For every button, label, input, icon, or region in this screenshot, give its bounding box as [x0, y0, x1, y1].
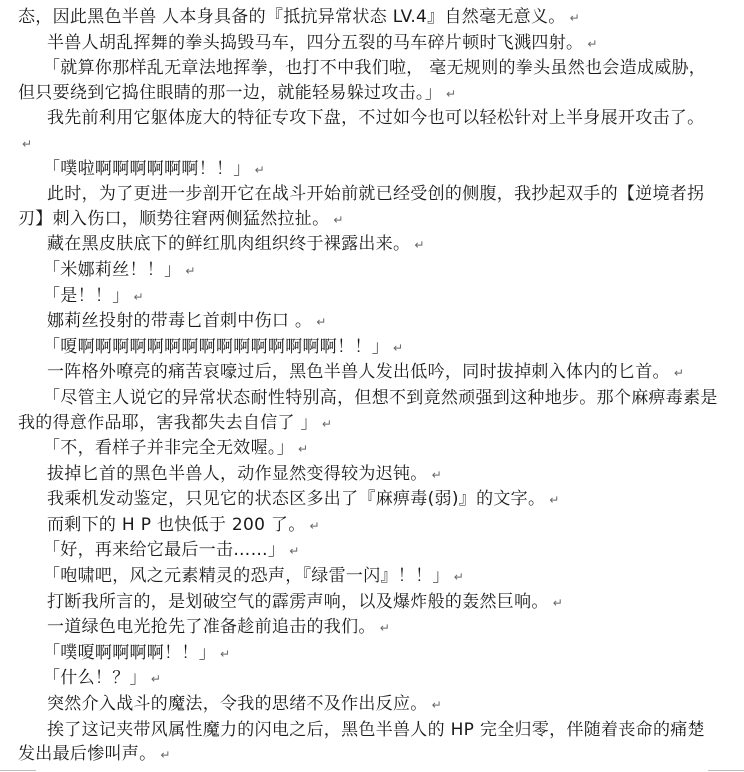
- paragraph: 「噗啦啊啊啊啊啊啊！！」 ↵: [43, 158, 265, 179]
- paragraph: 我先前利用它躯体庞大的特征专攻下盘，不过如今也可以轻松针对上半身展开攻击了。↵: [22, 108, 705, 151]
- paragraph: 拔掉匕首的黑色半兽人，动作显然变得较为迟钝。 ↵: [47, 463, 442, 484]
- paragraph: 「米娜莉丝！！」 ↵: [43, 259, 196, 280]
- paragraph: 「嗄啊啊啊啊啊啊啊啊啊啊啊啊啊啊啊！！」 ↵: [43, 336, 404, 357]
- paragraph: 一道绿色电光抢先了准备趁前追击的我们。 ↵: [47, 617, 391, 638]
- paragraph: 藏在黑皮肤底下的鲜红肌肉组织终于裸露出来。 ↵: [47, 234, 425, 255]
- paragraph: 「尽管主人说它的异常状态耐性特别高，但想不到竟然顽强到这种地步。那个麻痹毒素是我的得意作品耶，害我都失去自信了 」 ↵: [18, 387, 718, 433]
- paragraph: 「好，再来给它最后一击……」 ↵: [43, 540, 300, 561]
- paragraph: 「就算你那样乱无章法地挥拳，也打不中我们啦， 毫无规则的拳头虽然也会造成威胁，但只要绕到它捣住眼睛的那一边，就能轻易躲过攻击。」 ↵: [18, 58, 707, 103]
- paragraph: 打断我所言的，是划破空气的霹雳声响，以及爆炸般的轰然巨响。 ↵: [47, 591, 564, 612]
- paragraph: 「不，看样子并非完全无效喔。」 ↵: [43, 438, 309, 459]
- paragraph: 挨了这记夹带风属性魔力的闪电之后，黑色半兽人的 HP 完全归零，伴随着丧命的痛楚发出最后惨叫声。 ↵: [18, 719, 705, 765]
- paragraph: 突然介入战斗的魔法，令我的思绪不及作出反应。 ↵: [47, 694, 442, 715]
- document-body: [18, 5, 718, 768]
- paragraph: 而剩下的 H P 也快低于 200 了。 ↵: [47, 514, 320, 535]
- page-corner-mark-left: [0, 770, 36, 771]
- paragraph: 态，因此黑色半兽 人本身具备的『抵抗异常状态 LV.4』自然毫无意义。 ↵: [18, 7, 580, 27]
- paragraph: 此时，为了更进一步剖开它在战斗开始前就已经受创的侧腹，我抄起双手的【逆境者拐刃】刺入伤口，顺势往窘两侧猛然拉扯。 ↵: [18, 184, 705, 229]
- paragraph: 一阵格外嘹亮的痛苦哀嚎过后，黑色半兽人发出低吟，同时拔掉刺入体内的匕首。 ↵: [47, 362, 685, 383]
- paragraph: 我乘机发动鉴定，只见它的状态区多出了『麻痹毒(弱)』的文字。 ↵: [47, 489, 560, 510]
- paragraph: 「什么！？」 ↵: [43, 668, 162, 689]
- page-corner-mark-right: [708, 770, 744, 771]
- paragraph: 「是！！」 ↵: [43, 285, 144, 306]
- paragraph: 娜莉丝投射的带毒匕首刺中伤口 。 ↵: [47, 311, 327, 332]
- paragraph: 半兽人胡乱挥舞的拳头捣毁马车，四分五裂的马车碎片顿时飞溅四射。 ↵: [47, 32, 598, 53]
- paragraph: 「噗嗄啊啊啊啊！！」 ↵: [43, 642, 231, 663]
- paragraph: 「咆啸吧，风之元素精灵的恐声，『绿雷一闪』！！」 ↵: [43, 566, 465, 587]
